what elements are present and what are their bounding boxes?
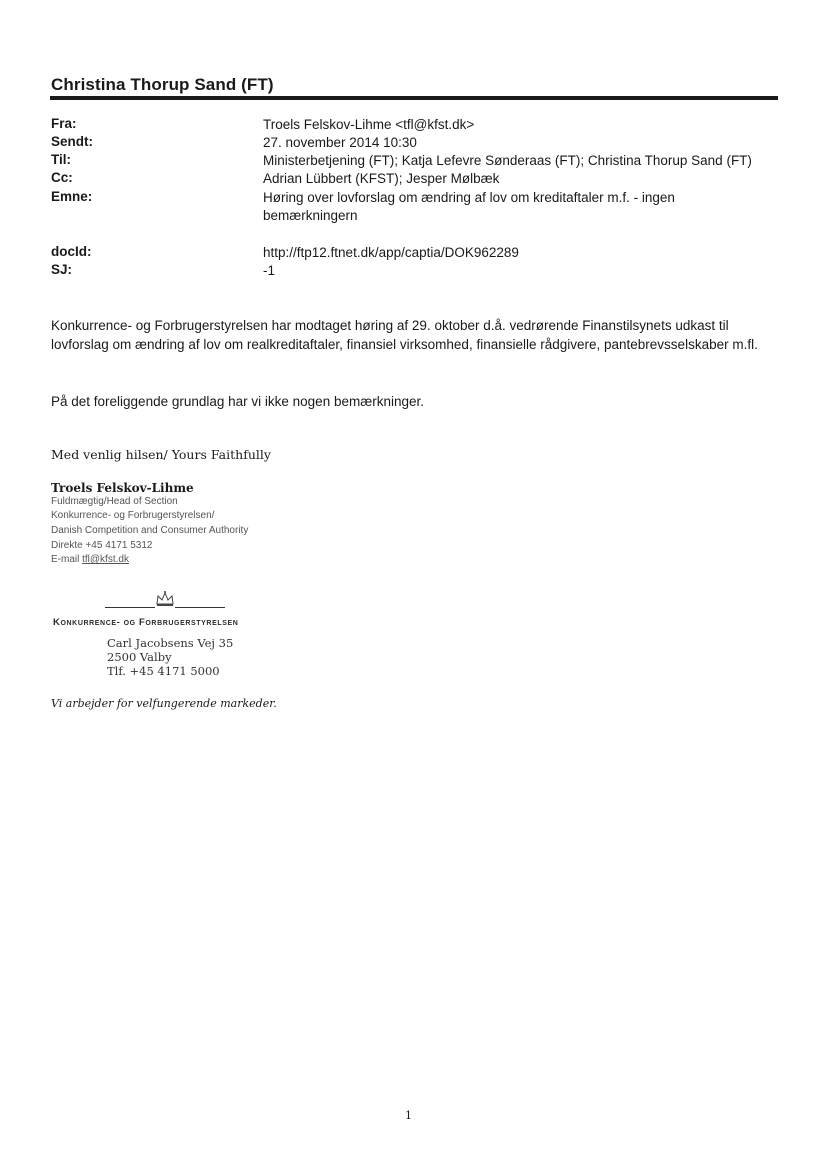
from-label: Fra: — [51, 116, 77, 131]
to-label: Til: — [51, 152, 71, 167]
signature-org-danish: Konkurrence- og Forbrugerstyrelsen/ — [51, 510, 215, 521]
crown-icon — [155, 590, 175, 608]
subject-label: Emne: — [51, 189, 93, 204]
signature-name: Troels Felskov-Lihme — [51, 481, 194, 495]
sent-value: 27. november 2014 10:30 — [263, 135, 417, 150]
email-prefix: E-mail — [51, 554, 83, 565]
address-city: 2500 Valby — [107, 650, 172, 664]
signature-org-english: Danish Competition and Consumer Authority — [51, 525, 249, 536]
body-paragraph-2: På det foreliggende grundlag har vi ikke nogen bemærkninger. — [51, 394, 424, 409]
email-link[interactable]: tfl@kfst.dk — [82, 554, 129, 565]
signature-email-line — [51, 554, 129, 565]
from-value: Troels Felskov-Lihme <tfl@kfst.dk> — [263, 117, 475, 132]
docid-label: docId: — [51, 244, 92, 259]
tagline: Vi arbejder for velfungerende markeder. — [51, 697, 277, 710]
logo-rule-right — [175, 607, 225, 608]
mailbox-owner-title: Christina Thorup Sand (FT) — [51, 75, 274, 94]
address-street: Carl Jacobsens Vej 35 — [107, 636, 234, 650]
closing-greeting: Med venlig hilsen/ Yours Faithfully — [51, 447, 271, 462]
header-rule — [50, 96, 778, 100]
cc-value: Adrian Lübbert (KFST); Jesper Mølbæk — [263, 171, 500, 186]
address-phone: Tlf. +45 4171 5000 — [107, 664, 220, 678]
body-paragraph-1: Konkurrence- og Forbrugerstyrelsen har modtaget høring af 29. oktober d.å. vedrørende Finanstilsynets udkast til lovforslag om ændring af lov om realkreditaftaler, finansiel virksomhed, finansielle rådgivere, pantebrevsselskaber m.fl. — [51, 318, 758, 352]
sj-label: SJ: — [51, 262, 73, 277]
cc-label: Cc: — [51, 170, 73, 185]
logo-rule-left — [105, 607, 155, 608]
signature-direct-phone: Direkte +45 4171 5312 — [51, 540, 153, 551]
signature-title: Fuldmægtig/Head of Section — [51, 496, 178, 507]
subject-value: Høring over lovforslag om ændring af lov om kreditaftaler m.f. - ingen bemærkningern — [263, 190, 675, 223]
docid-value: http://ftp12.ftnet.dk/app/captia/DOK962289 — [263, 245, 519, 260]
sj-value: -1 — [263, 263, 276, 278]
page-number: 1 — [405, 1109, 412, 1122]
logo-org-name: Konkurrence- og Forbrugerstyrelsen — [53, 617, 239, 628]
sent-label: Sendt: — [51, 134, 93, 149]
to-value: Ministerbetjening (FT); Katja Lefevre Sønderaas (FT); Christina Thorup Sand (FT) — [263, 153, 752, 168]
